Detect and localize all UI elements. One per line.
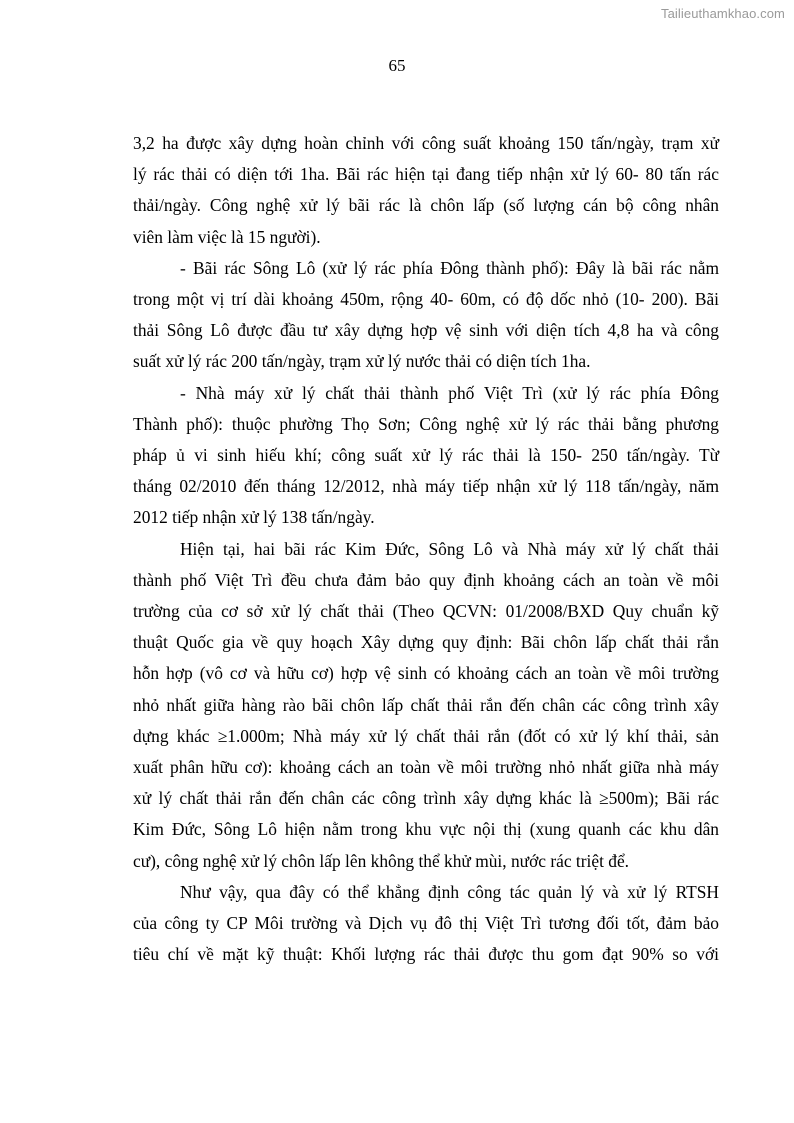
text-line: suất xử lý rác 200 tấn/ngày, trạm xử lý nước thải có diện tích 1ha. [133, 351, 591, 372]
text-line: - Nhà máy xử lý chất thải thành phố Việt Trì (xử lý rác phía Đông [180, 382, 719, 403]
text-line: xử lý chất thải rắn đến chân các công trình xây dựng khác là ≥500m); Bãi rác [133, 788, 719, 809]
page-number: 65 [388, 56, 406, 75]
text-line: của công ty CP Môi trường và Dịch vụ đô thị Việt Trì tương đối tốt, đảm bảo [133, 913, 719, 934]
text-line: Như vậy, qua đây có thể khẳng định công tác quản lý và xử lý RTSH [180, 881, 719, 902]
text-line: viên làm việc là 15 người). [133, 226, 321, 247]
text-line: thải/ngày. Công nghệ xử lý bãi rác là chôn lấp (số lượng cán bộ công nhân [133, 195, 719, 216]
text-line: 2012 tiếp nhận xử lý 138 tấn/ngày. [133, 507, 375, 528]
text-line: thuật Quốc gia về quy hoạch Xây dựng quy định: Bãi chôn lấp chất thải rắn [133, 632, 719, 653]
text-line: tiêu chí về mặt kỹ thuật: Khối lượng rác thải được thu gom đạt 90% so với [133, 944, 719, 965]
text-line: Thành phố): thuộc phường Thọ Sơn; Công nghệ xử lý rác thải bằng phương [133, 413, 719, 434]
text-line: thải Sông Lô được đầu tư xây dựng hợp vệ sinh với diện tích 4,8 ha và công [133, 320, 719, 341]
watermark: Tailieuthamkhao.com [660, 6, 785, 21]
text-line: dựng khác ≥1.000m; Nhà máy xử lý chất thải rắn (đốt có xử lý khí thải, sản [133, 725, 719, 746]
text-line: cư), công nghệ xử lý chôn lấp lên không thể khử mùi, nước rác triệt để. [133, 850, 630, 871]
text-line: - Bãi rác Sông Lô (xử lý rác phía Đông thành phố): Đây là bãi rác nằm [180, 257, 719, 278]
text-line: trường của cơ sở xử lý chất thải (Theo QCVN: 01/2008/BXD Quy chuẩn kỹ [133, 601, 719, 622]
text-line: trong một vị trí dài khoảng 450m, rộng 40- 60m, có độ dốc nhỏ (10- 200). Bãi [133, 289, 719, 310]
paragraph-1 [133, 128, 719, 253]
text-line: Kim Đức, Sông Lô hiện nằm trong khu vực nội thị (xung quanh các khu dân [133, 819, 719, 840]
paragraph-5 [133, 877, 719, 971]
text-line: lý rác thải có diện tới 1ha. Bãi rác hiện tại đang tiếp nhận xử lý 60- 80 tấn rác [133, 164, 719, 185]
paragraph-3 [133, 378, 719, 534]
text-line: Hiện tại, hai bãi rác Kim Đức, Sông Lô và Nhà máy xử lý chất thải [180, 538, 719, 559]
text-line: nhỏ nhất giữa hàng rào bãi chôn lấp chất thải rắn đến chân các công trình xây [133, 694, 719, 715]
text-line: thành phố Việt Trì đều chưa đảm bảo quy định khoảng cách an toàn về môi [133, 569, 719, 590]
paragraph-2 [133, 253, 719, 378]
text-line: pháp ủ vi sinh hiếu khí; công suất xử lý rác thải là 150- 250 tấn/ngày. Từ [133, 445, 719, 466]
text-line: tháng 02/2010 đến tháng 12/2012, nhà máy tiếp nhận xử lý 118 tấn/ngày, năm [133, 476, 719, 497]
text-line: 3,2 ha được xây dựng hoàn chỉnh với công suất khoảng 150 tấn/ngày, trạm xử [133, 133, 719, 153]
text-line: hỗn hợp (vô cơ và hữu cơ) hợp vệ sinh có khoảng cách an toàn về môi trường [133, 663, 719, 684]
document-body [133, 128, 719, 970]
paragraph-4 [133, 534, 719, 877]
text-line: xuất phân hữu cơ): khoảng cách an toàn về môi trường nhỏ nhất giữa nhà máy [133, 757, 719, 778]
